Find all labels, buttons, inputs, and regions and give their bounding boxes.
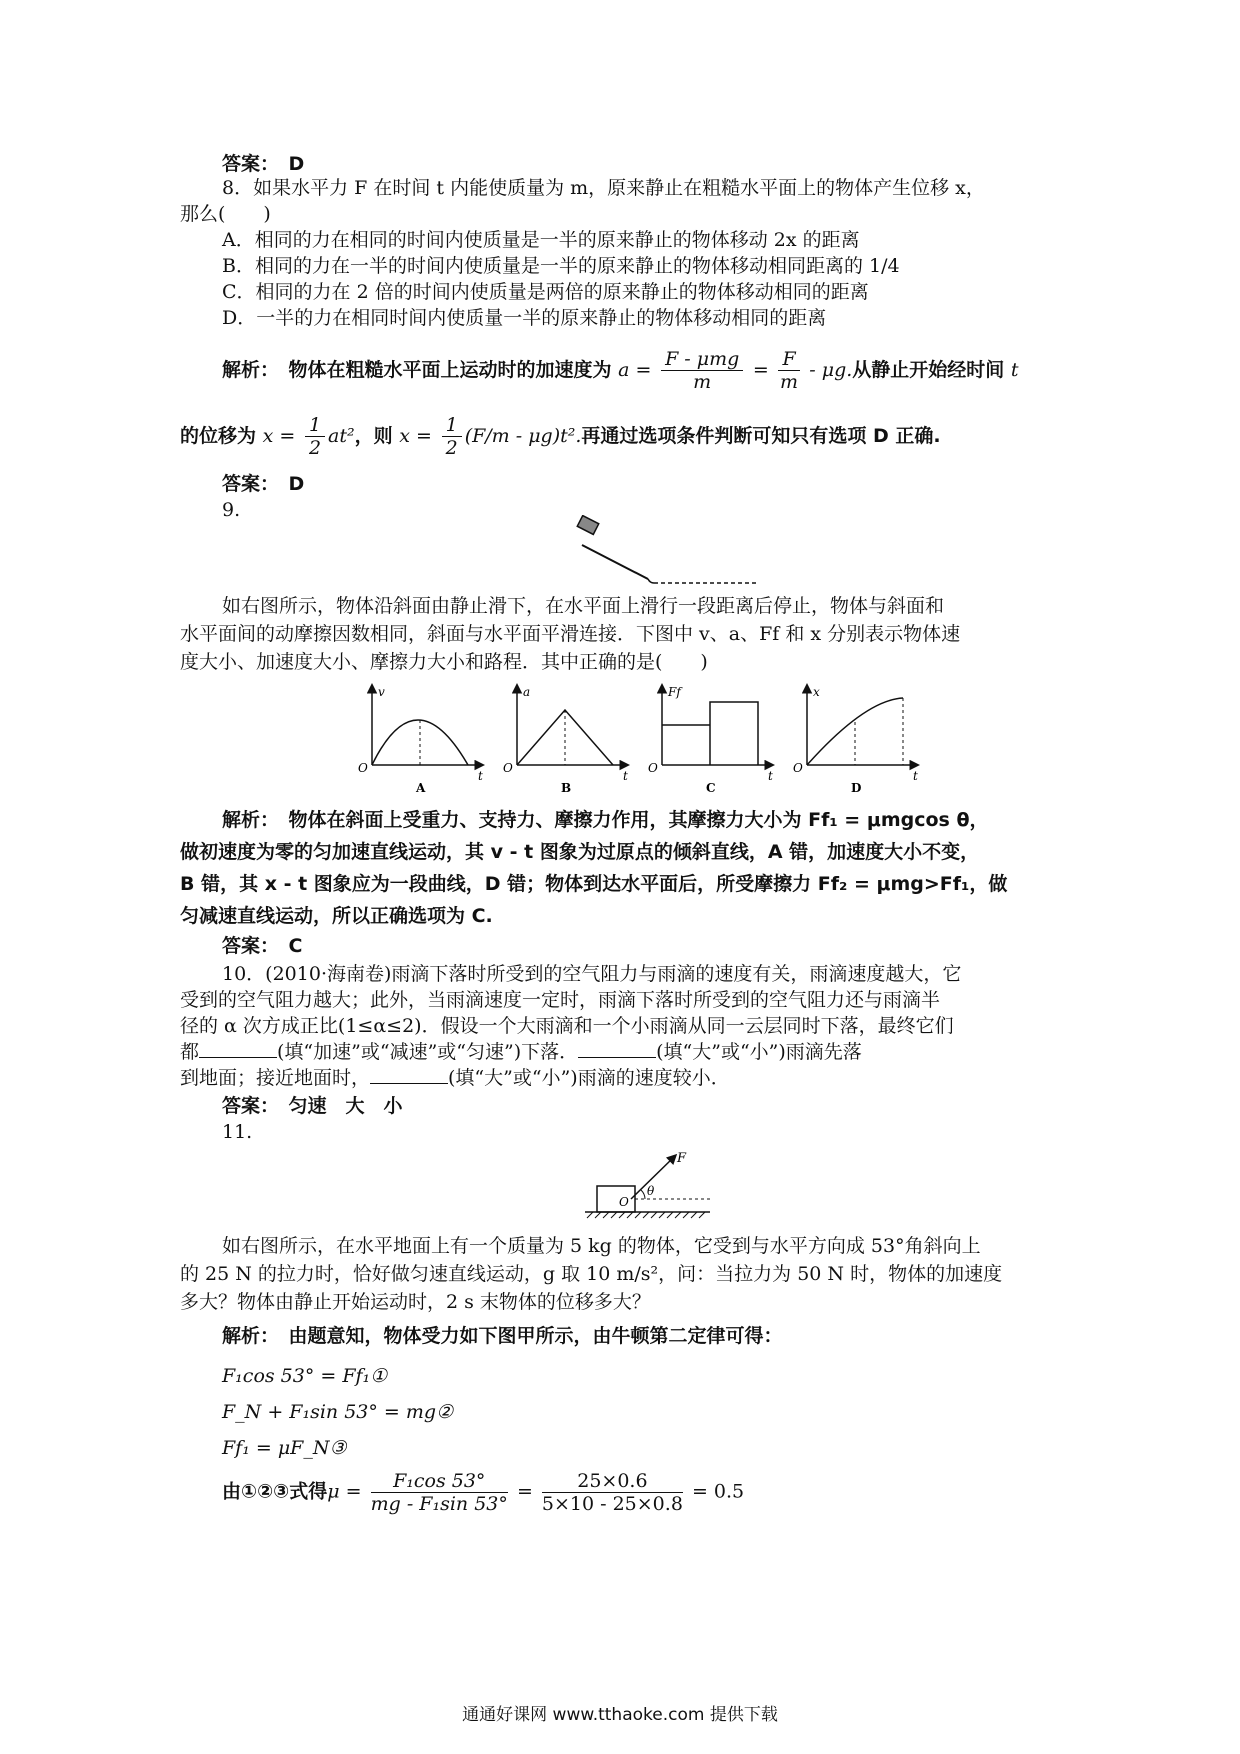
solution-9-text: B 错，其 x - t 图象应为一段曲线，D 错；物体到达水平面后，所受摩擦力 Ff₂ = μmg>Ff₁，做 bbox=[180, 873, 1008, 895]
svg-text:t: t bbox=[768, 769, 773, 783]
force-diagram-figure bbox=[585, 1150, 715, 1225]
fraction: $\frac{\text{F₁cos 53°}}{\text{mg - F₁sin 53°}}$ bbox=[370, 1470, 508, 1515]
svg-text:O: O bbox=[358, 761, 368, 775]
question-9-text: 水平面间的动摩擦因数相同，斜面与水平面平滑连接．下图中 v、a、Ff 和 x 分别表示物体速 bbox=[180, 623, 961, 645]
svg-text:O: O bbox=[503, 761, 513, 775]
graph-options-figure bbox=[350, 680, 940, 800]
solution-8-line-1: 解析： 物体在粗糙水平面上运动时的加速度为 a = $\frac{\text{F - μmg}}{m}$ = $\frac{F}{m}$ - μg.从静止开始经时间 t bbox=[222, 348, 1019, 393]
question-8-text: 8．如果水平力 F 在时间 t 内能使质量为 m，原来静止在粗糙水平面上的物体产生位移 x， bbox=[222, 177, 985, 199]
svg-text:O: O bbox=[619, 1195, 629, 1209]
equation-4: 由①②③式得μ = $\frac{\text{F₁cos 53°}}{\text{mg - F₁sin 53°}}$ = $\frac{25\times 0.6}{5\times 10 - 25\times 0.8}$ = 0.5 bbox=[222, 1470, 745, 1515]
fill-blank[interactable] bbox=[370, 1065, 448, 1084]
question-9-text: 如右图所示，物体沿斜面由静止滑下，在水平面上滑行一段距离后停止，物体与斜面和 bbox=[222, 595, 945, 617]
question-10-text: 都 (填“加速”或“减速”或“匀速”)下落． (填“大”或“小”)雨滴先落 bbox=[180, 1041, 862, 1063]
svg-text:O: O bbox=[648, 761, 658, 775]
option-a: A．相同的力在相同的时间内使质量是一半的原来静止的物体移动 2x 的距离 bbox=[222, 229, 860, 251]
svg-text:D: D bbox=[851, 781, 862, 795]
fill-blank[interactable] bbox=[578, 1039, 656, 1058]
svg-text:v: v bbox=[378, 685, 385, 699]
graph-d bbox=[793, 685, 918, 795]
fraction: $\frac{1}{2}$ bbox=[442, 414, 462, 459]
option-b: B．相同的力在一半的时间内使质量是一半的原来静止的物体移动相同距离的 1/4 bbox=[222, 255, 900, 277]
svg-text:t: t bbox=[478, 769, 483, 783]
solution-9-text: 匀减速直线运动，所以正确选项为 C. bbox=[180, 905, 493, 927]
solution-8-line-2: 的位移为 x = $\frac{1}{2}$ at²，则 x = $\frac{1}{2}$ (F/m - μg)t².再通过选项条件判断可知只有选项 D 正确. bbox=[180, 414, 941, 459]
fraction: $\frac{\text{F - μmg}}{m}$ bbox=[661, 348, 743, 393]
answer-line: 答案： C bbox=[222, 935, 303, 957]
svg-text:A: A bbox=[416, 781, 426, 795]
question-10-text: 10．(2010·海南卷)雨滴下落时所受到的空气阻力与雨滴的速度有关，雨滴速度越大，它 bbox=[222, 963, 962, 985]
fraction: $\frac{F}{m}$ bbox=[780, 348, 799, 393]
svg-text:F: F bbox=[677, 1151, 687, 1166]
graph-a bbox=[358, 685, 483, 795]
answer-line: 答案： 匀速 大 小 bbox=[222, 1095, 403, 1117]
graph-c bbox=[648, 685, 773, 795]
equation-1: F₁cos 53° = Ff₁① bbox=[222, 1365, 388, 1387]
question-10-text: 径的 α 次方成正比(1≤α≤2)．假设一个大雨滴和一个小雨滴从同一云层同时下落，最终它们 bbox=[180, 1015, 954, 1037]
svg-text:a: a bbox=[523, 685, 531, 699]
svg-text:C: C bbox=[706, 781, 716, 795]
question-11-text: 的 25 N 的拉力时，恰好做匀速直线运动，g 取 10 m/s²，问：当拉力为 50 N 时，物体的加速度 bbox=[180, 1263, 1003, 1285]
graph-b bbox=[503, 685, 628, 795]
svg-text:B: B bbox=[561, 781, 572, 795]
incline-figure bbox=[560, 515, 760, 585]
svg-text:t: t bbox=[913, 769, 918, 783]
svg-text:θ: θ bbox=[647, 1184, 655, 1198]
svg-text:Ff: Ff bbox=[668, 685, 681, 699]
solution-9-text: 解析： 物体在斜面上受重力、支持力、摩擦力作用，其摩擦力大小为 Ff₁ = μmgcos θ， bbox=[222, 809, 989, 831]
equation-3: Ff₁ = μF_N③ bbox=[222, 1437, 347, 1459]
answer-line: 答案： D bbox=[222, 153, 305, 175]
option-c: C．相同的力在 2 倍的时间内使质量是两倍的原来静止的物体移动相同的距离 bbox=[222, 281, 869, 303]
svg-text:x: x bbox=[813, 685, 820, 699]
question-10-text: 到地面；接近地面时， (填“大”或“小”)雨滴的速度较小． bbox=[180, 1067, 730, 1089]
solution-11-text: 解析： 由题意知，物体受力如下图甲所示，由牛顿第二定律可得： bbox=[222, 1325, 783, 1347]
answer-line: 答案： D bbox=[222, 473, 305, 495]
question-9-number: 9. bbox=[222, 499, 241, 521]
svg-text:t: t bbox=[623, 769, 628, 783]
fraction: $\frac{25\times 0.6}{5\times 10 - 25\times 0.8}$ bbox=[541, 1470, 683, 1515]
question-9-text: 度大小、加速度大小、摩擦力大小和路程．其中正确的是( ) bbox=[180, 651, 708, 673]
fraction: $\frac{1}{2}$ bbox=[305, 414, 325, 459]
option-d: D．一半的力在相同时间内使质量一半的原来静止的物体移动相同的距离 bbox=[222, 307, 827, 329]
question-11-number: 11. bbox=[222, 1121, 253, 1143]
question-11-text: 如右图所示，在水平地面上有一个质量为 5 kg 的物体，它受到与水平方向成 53°角斜向上 bbox=[222, 1235, 981, 1257]
svg-text:O: O bbox=[793, 761, 803, 775]
question-8-text: 那么( ) bbox=[180, 203, 271, 225]
question-10-text: 受到的空气阻力越大；此外，当雨滴速度一定时，雨滴下落时所受到的空气阻力还与雨滴半 bbox=[180, 989, 941, 1011]
equation-2: F_N + F₁sin 53° = mg② bbox=[222, 1401, 454, 1423]
fill-blank[interactable] bbox=[199, 1039, 277, 1058]
question-11-text: 多大？物体由静止开始运动时，2 s 末物体的位移多大？ bbox=[180, 1291, 651, 1313]
page-footer: 通通好课网 www.tthaoke.com 提供下载 bbox=[462, 1705, 778, 1725]
solution-9-text: 做初速度为零的匀加速直线运动，其 v - t 图象为过原点的倾斜直线，A 错，加速度大小不变， bbox=[180, 841, 980, 863]
